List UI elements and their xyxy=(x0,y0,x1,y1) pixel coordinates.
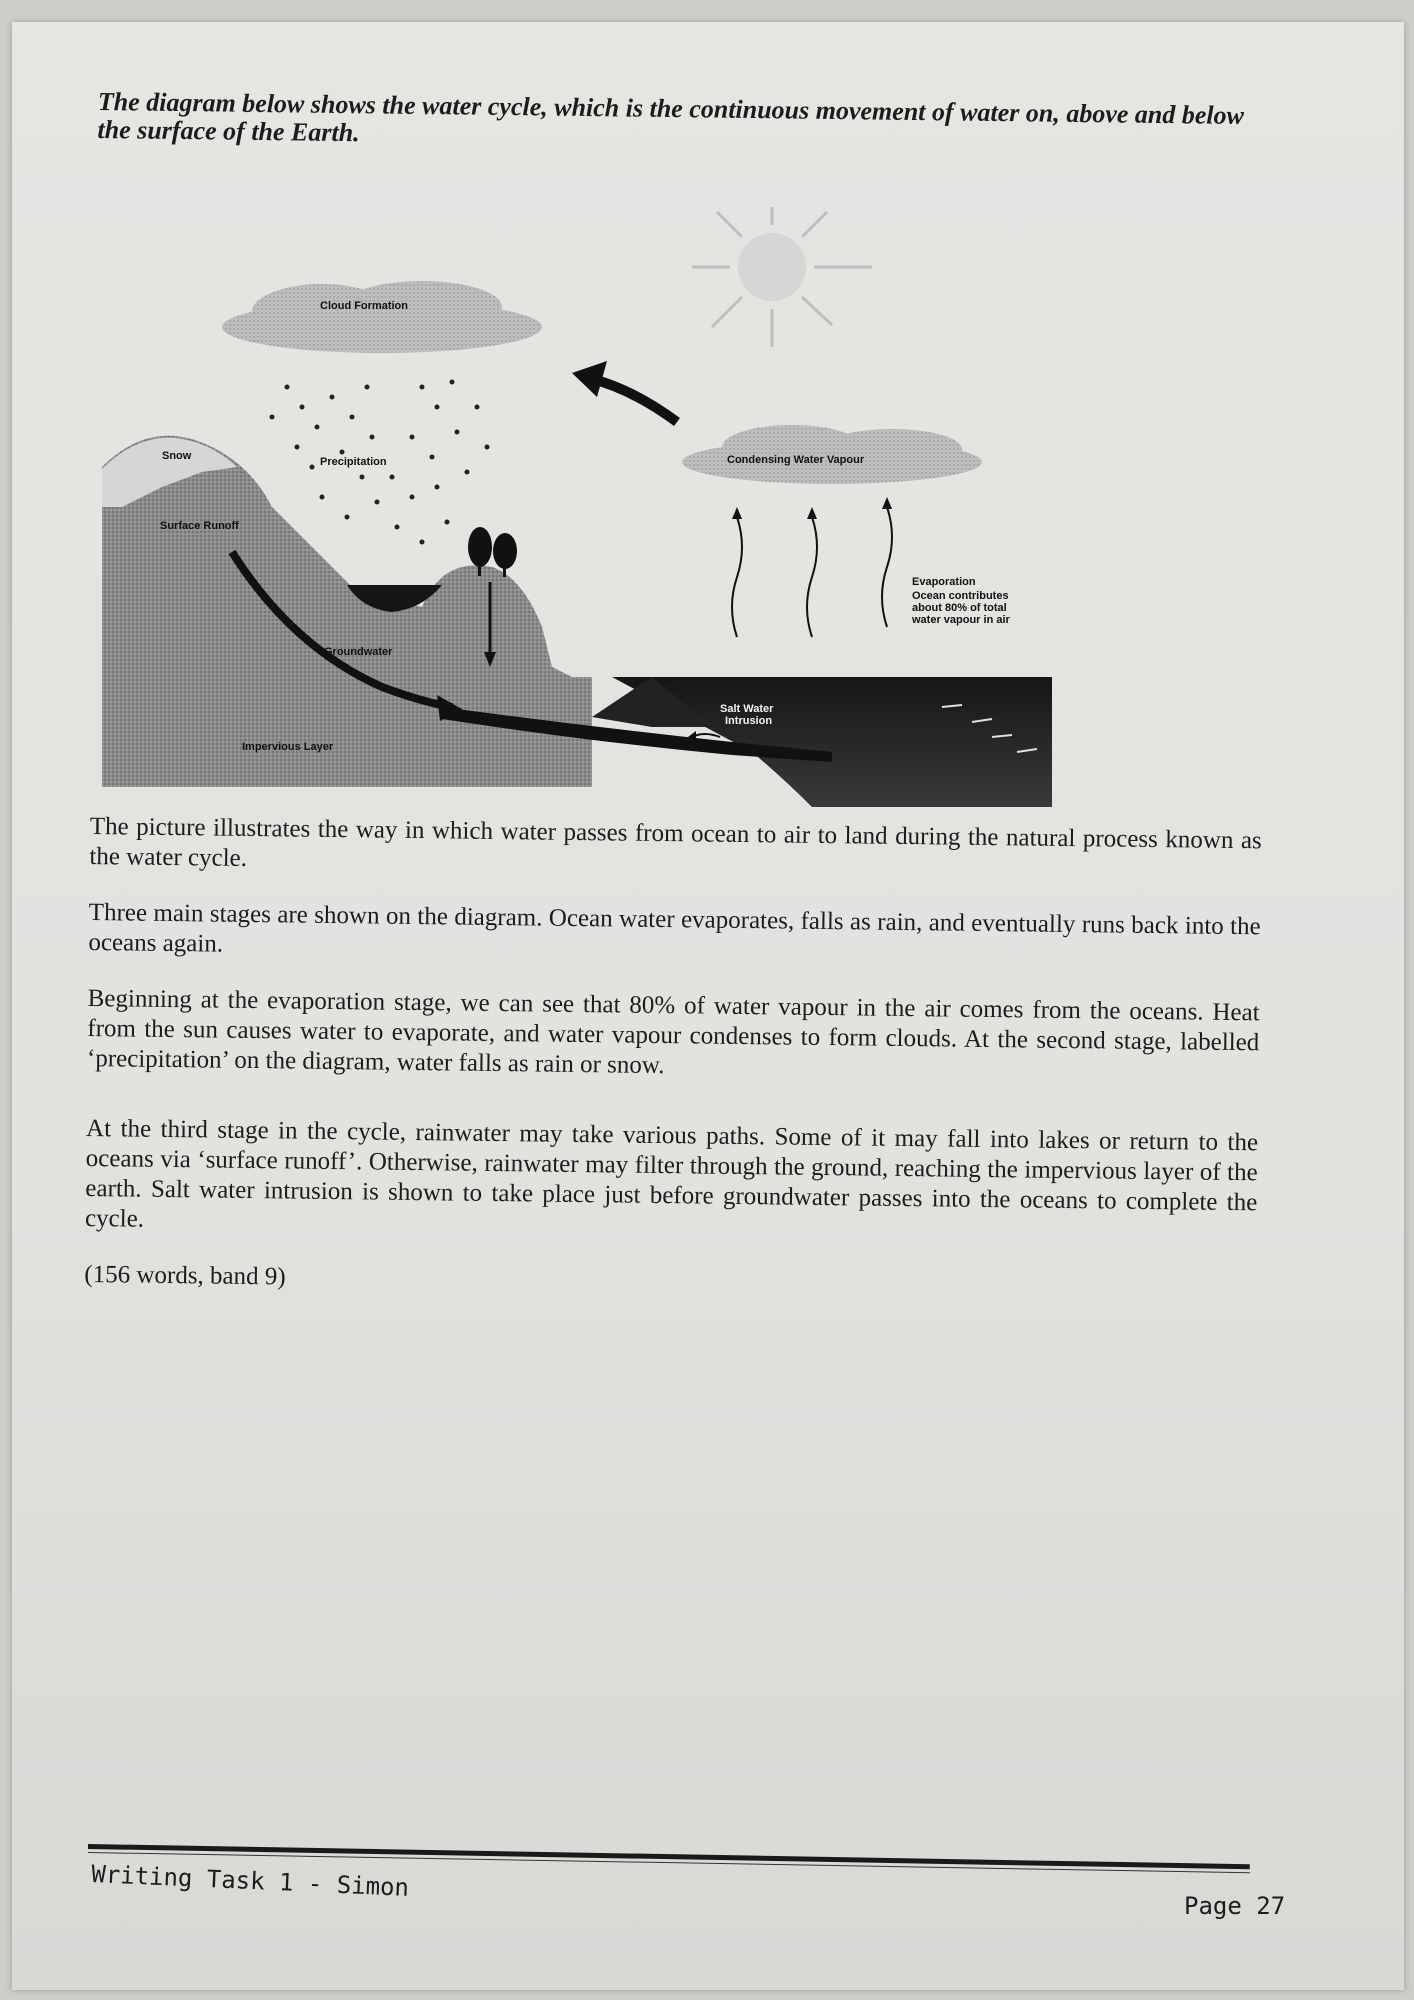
mountain xyxy=(102,436,592,787)
intro-text: The diagram below shows the water cycle, which is the continuous movement of water on, above and below the surface of the Earth. xyxy=(97,87,1245,148)
salt-water-label-2: Intrusion xyxy=(725,715,773,727)
ocean-note-line2: about 80% of total xyxy=(912,602,1007,614)
sun-icon xyxy=(692,207,872,347)
salt-water-label-1: Salt Water xyxy=(720,703,774,715)
essay-body xyxy=(84,812,1262,1330)
paragraph-2: Three main stages are shown on the diagram. Ocean water evaporates, falls as rain, and eventually runs back into the oceans again. xyxy=(88,898,1261,958)
page-number: Page 27 xyxy=(1184,1892,1286,1920)
book-page xyxy=(12,22,1404,1990)
evaporation-arrowheads xyxy=(732,497,892,519)
groundwater-label: Groundwater xyxy=(324,646,393,658)
footer-title: Writing Task 1 - Simon xyxy=(90,1860,410,1902)
evaporation-arrows xyxy=(732,507,892,637)
evaporation-label: Evaporation xyxy=(912,576,976,588)
impervious-layer-label: Impervious Layer xyxy=(242,741,334,753)
paragraph-1: The picture illustrates the way in which water passes from ocean to air to land during the natural process known as the water cycle. xyxy=(89,812,1262,872)
word-count: (156 words, band 9) xyxy=(84,1260,286,1291)
cloud-formation-label: Cloud Formation xyxy=(320,300,408,312)
water-cycle-diagram xyxy=(92,207,1052,812)
surface-runoff-label: Surface Runoff xyxy=(160,520,239,532)
condensing-label: Condensing Water Vapour xyxy=(727,454,865,466)
precipitation-label: Precipitation xyxy=(320,456,387,468)
paragraph-4: At the third stage in the cycle, rainwater may take various paths. Some of it may fall into lakes or return to the oceans via ‘surface runoff’. Otherwise, rainwater may filter through the ground, reaching the impervious layer of the earth. Salt water intrusion is shown to take place just before groundwater passes into the oceans to complete the cycle. xyxy=(84,1114,1259,1233)
snow-label: Snow xyxy=(162,450,192,462)
cloud-movement-arrow xyxy=(572,361,677,422)
ocean-note-line1: Ocean contributes xyxy=(912,590,1009,602)
paragraph-3: Beginning at the evaporation stage, we can see that 80% of water vapour in the air comes from the oceans. Heat from the sun causes water to evaporate, and water vapour condenses to form clouds. At the second stage, labelled ‘precipitation’ on the diagram, water falls as rain or snow. xyxy=(86,984,1260,1080)
footer-rule xyxy=(88,1844,1250,1869)
ocean-note-line3: water vapour in air xyxy=(912,614,1010,626)
cloud-formation-cloud xyxy=(222,281,542,353)
